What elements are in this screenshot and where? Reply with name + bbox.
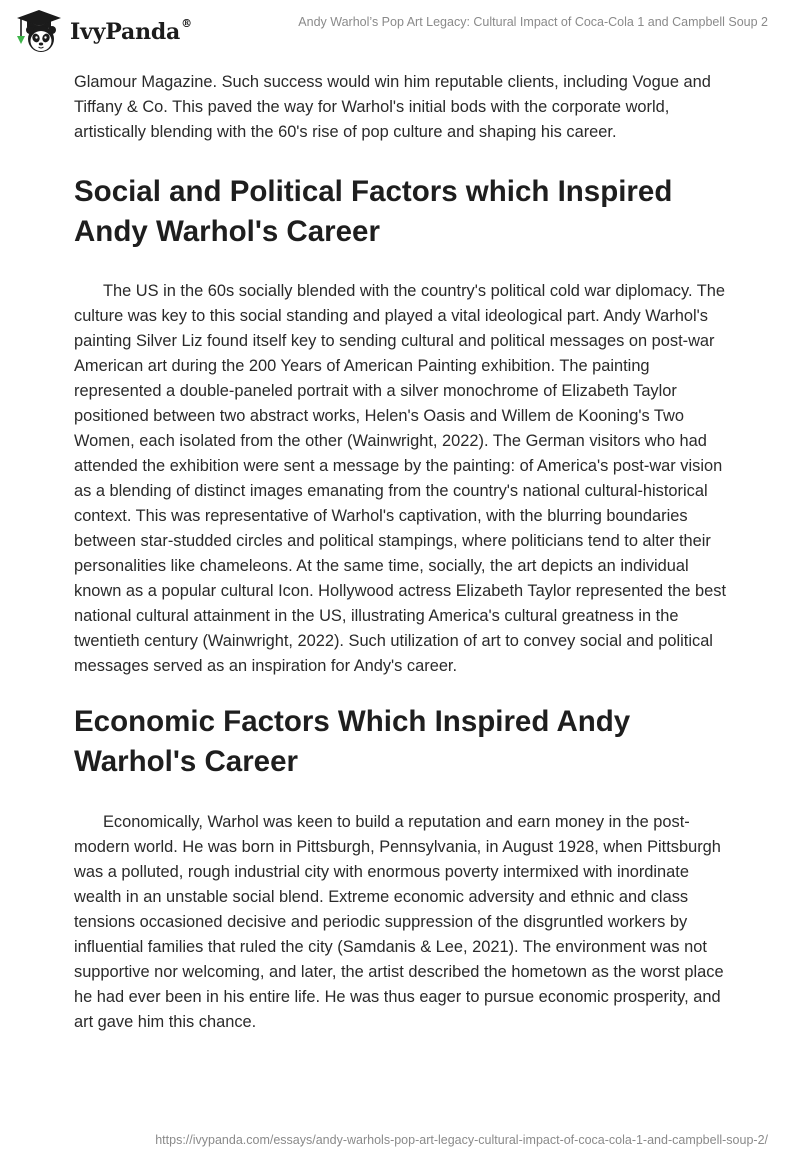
paragraph-social-political: The US in the 60s socially blended with the country's political cold war diplomacy. The culture was key to this social standing and played a vital ideological part. Andy Warhol's painting Silver Liz found itself key to sending cultural and political messages on post-war American art during the 200 Years of American Painting exhibition. The painting represented a double-paneled portrait with a silver monochrome of Elizabeth Taylor positioned between two abstract works, Helen's Oasis and Willem de Kooning's Two Women, each isolated from the other (Wainwright, 2022). The German visitors who had attended the exhibition were sent a message by the painting: of America's post-war vision as a blending of distinct images emanating from the country's national cultural-historical context. This was representative of Warhol's captivation, with the blurring boundaries between star-studded circles and political stampings, where politicians tend to alter their personalities like chameleons. At the same time, socially, the art depicts an individual known as a popular cultural Icon. Hollywood actress Elizabeth Taylor represented the best national cultural attainment in the US, illustrating America's cultural greatness in the twentieth century (Wainwright, 2022). Such utilization of art to convey social and political messages served as an inspiration for Andy's career. — [74, 282, 727, 675]
heading-economic: Economic Factors Which Inspired Andy Warhol's Career — [74, 705, 631, 778]
heading-social-political: Social and Political Factors which Inspired Andy Warhol's Career — [74, 175, 673, 248]
page-header — [0, 0, 800, 60]
logo-wordmark: IvyPanda® — [70, 17, 192, 45]
paragraph-intro: Glamour Magazine. Such success would win him reputable clients, including Vogue and Tiffany & Co. This paved the way for Warhol's initial bods with the corporate world, artistically blending with the 60's rise of pop culture and shaping his career. — [74, 73, 711, 141]
essay-content — [74, 70, 734, 1035]
document-title: Andy Warhol’s Pop Art Legacy: Cultural Impact of Coca-Cola 1 and Campbell Soup 2 — [298, 15, 768, 29]
panda-graduation-cap-icon — [14, 8, 64, 54]
source-url[interactable]: https://ivypanda.com/essays/andy-warhols-pop-art-legacy-cultural-impact-of-coca-cola-1-and-campbell-soup-2/ — [155, 1133, 768, 1147]
ivypanda-logo[interactable] — [14, 8, 192, 54]
paragraph-economic: Economically, Warhol was keen to build a reputation and earn money in the post-modern world. He was born in Pittsburgh, Pennsylvania, in August 1928, when Pittsburgh was a polluted, rough industrial city with enormous poverty intermixed with inordinate wealth in an unstable social blend. Extreme economic adversity and ethnic and class tensions occasioned decisive and periodic suppression of the disgruntled workers by influential families that ruled the city (Samdanis & Lee, 2021). The environment was not supportive nor welcoming, and later, the artist described the hometown as the worst place he had ever been in his entire life. He was thus eager to pursue economic prosperity, and art gave him this chance. — [74, 813, 724, 1031]
